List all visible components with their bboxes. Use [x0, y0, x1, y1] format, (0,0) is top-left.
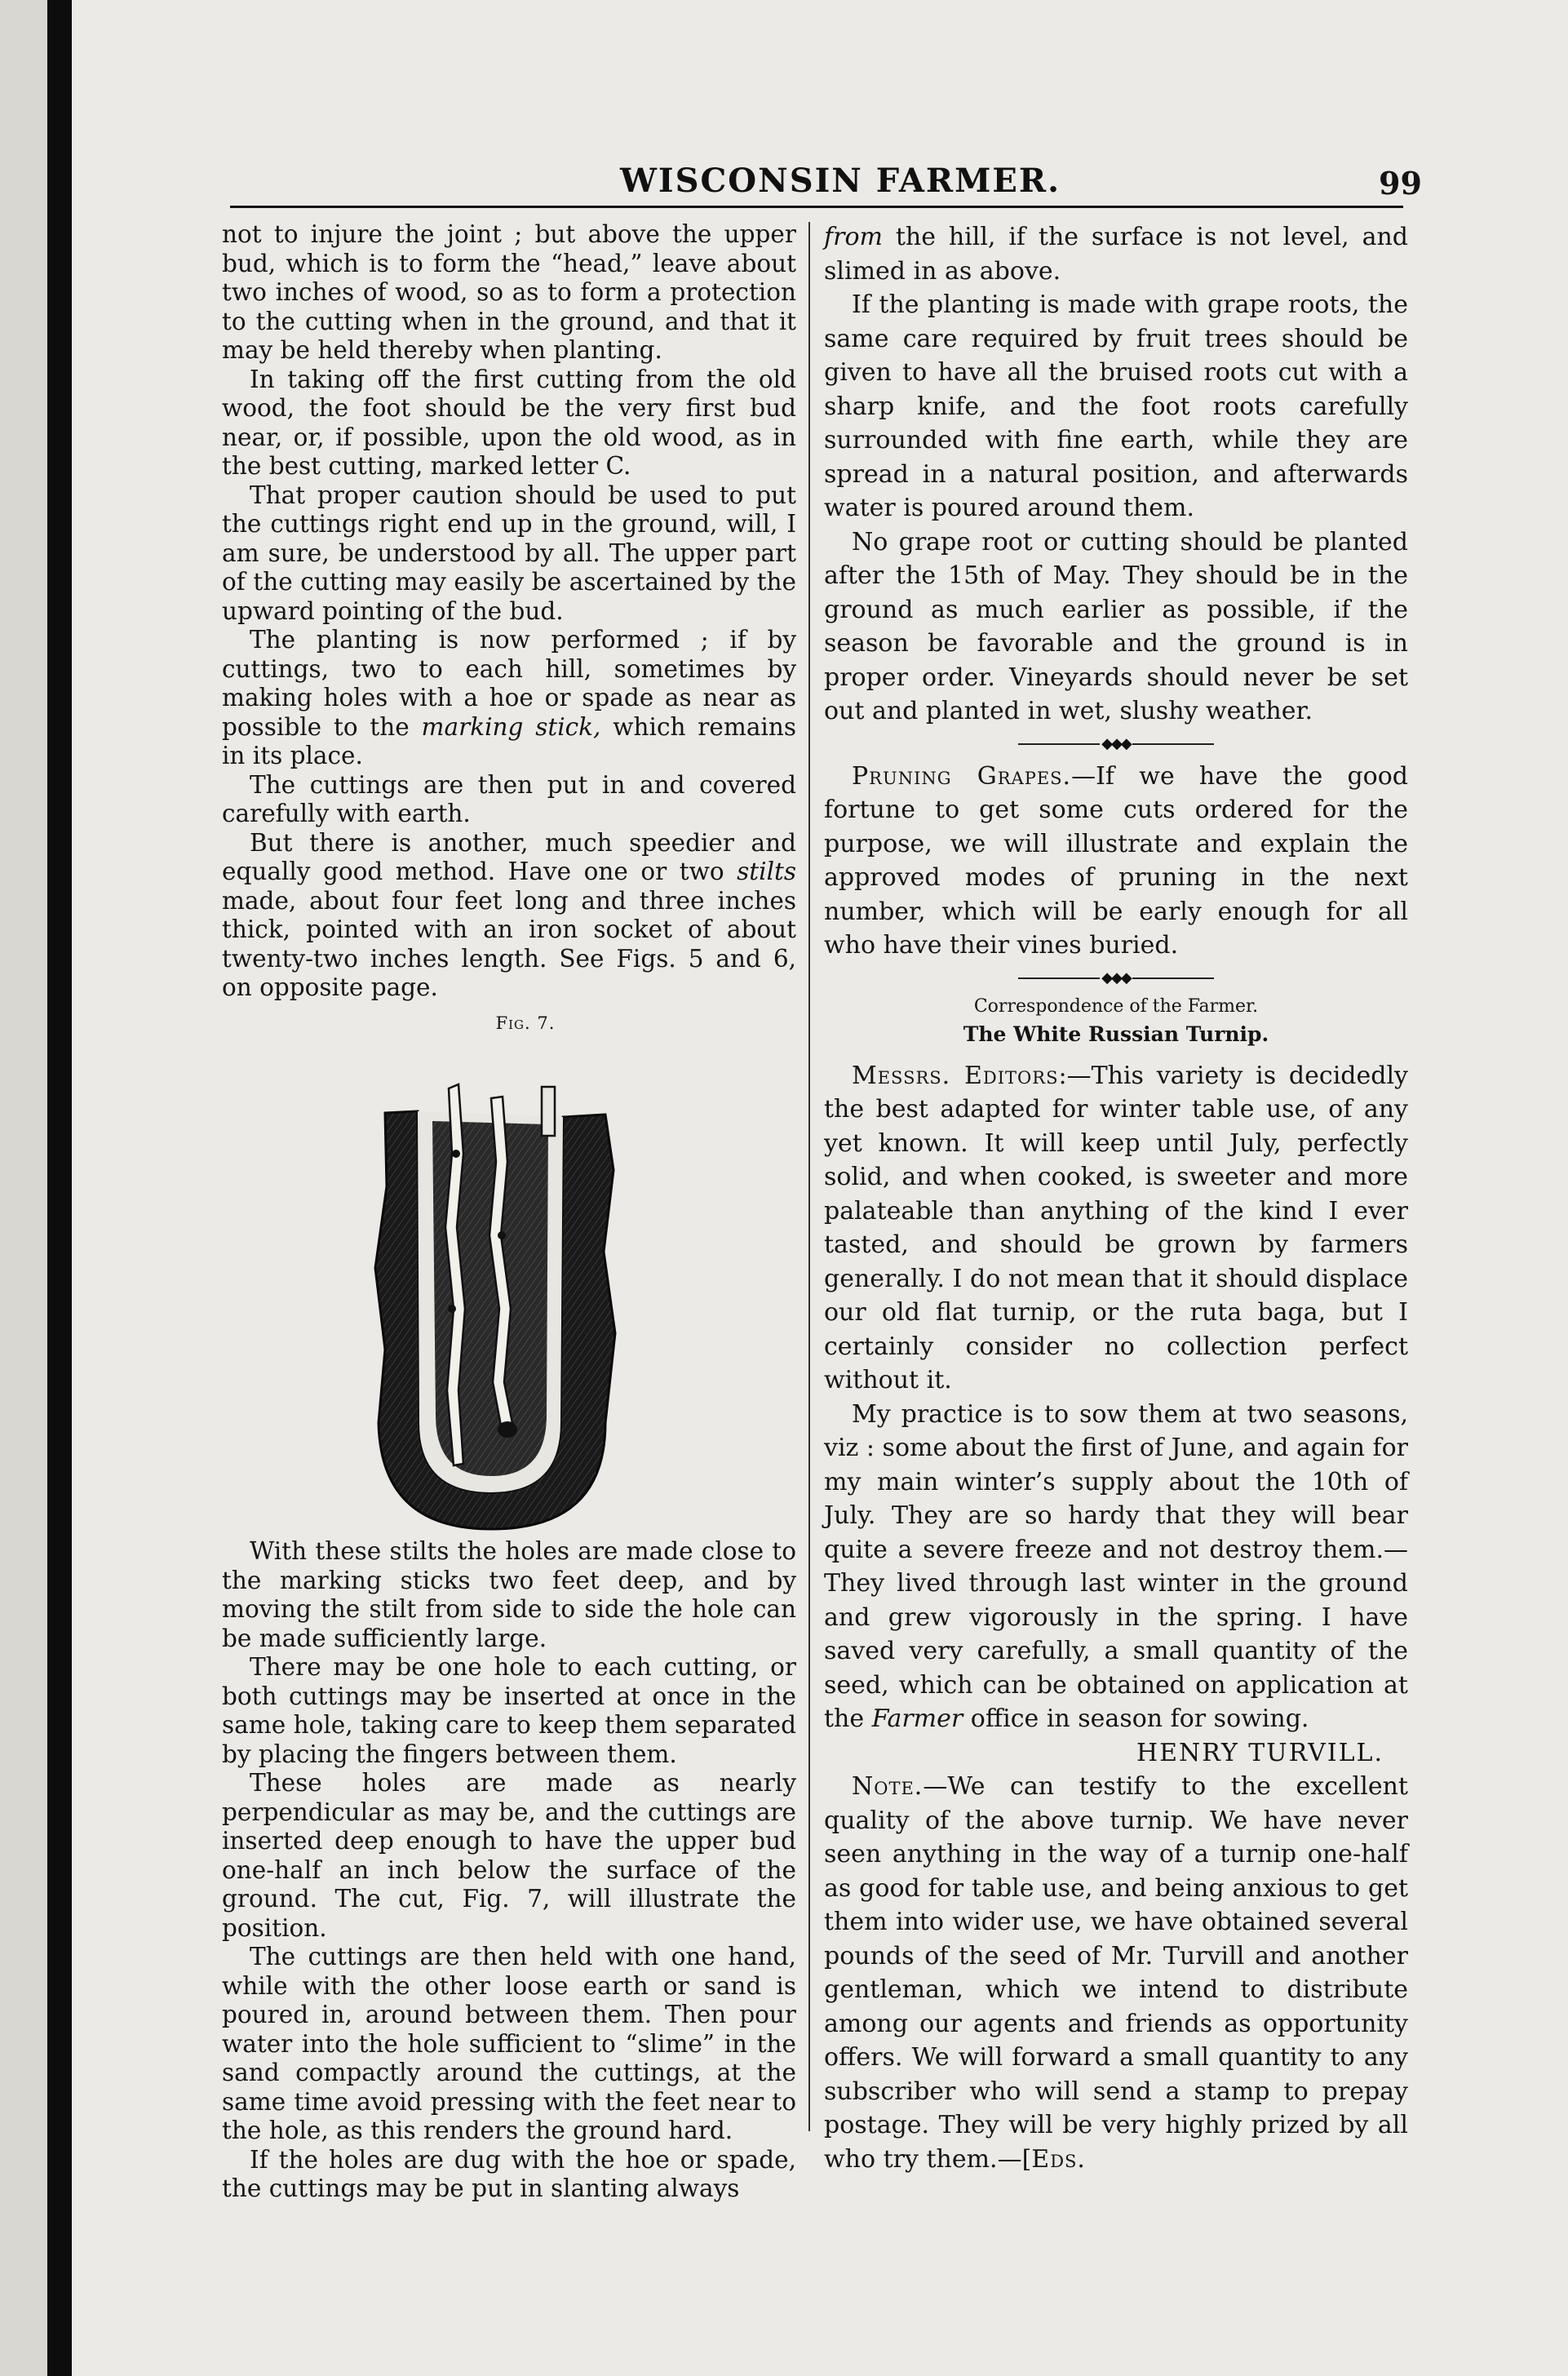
- column-divider: [808, 222, 810, 2131]
- paragraph: That proper caution should be used to put the cuttings right end up in the ground, will, I am sure, be understood by all. The upper part of the cutting may easily be ascertained by the upward pointing of the bud.: [222, 481, 796, 625]
- paragraph: No grape root or cutting should be planted after the 15th of May. They should be in the ground as much earlier as possible, if the season be favorable and the ground is in proper order. Vineyards should never be set out and planted in wet, slushy weather.: [824, 527, 1408, 725]
- paragraph: My practice is to sow them at two seasons, viz : some about the first of June, and again for my main winter’s supply about the 10th of July. They are so hardy that they will bear quite a severe freeze and not destroy them.—They lived through last winter in the ground and grew vigorously in the spring. I have saved very carefully, a small quantity of the seed, which can be obtained on application at the Farmer office in season for sowing.: [824, 1399, 1408, 1733]
- right-column: [824, 220, 1408, 2176]
- paragraph: The planting is now performed ; if by cuttings, two to each hill, sometimes by making holes with a hoe or spade as near as possible to the marking stick, which remains in its place.: [222, 626, 796, 769]
- page-number: 99: [1379, 165, 1422, 202]
- paragraph: Messrs. Editors:—This variety is decidedly the best adapted for winter table use, of any yet known. It will keep until July, perfectly solid, and when cooked, is sweeter and more palateable than anything of the kind I ever tasted, and should be grown by farmers generally. I do not mean that it should displace our old flat turnip, or the ruta baga, but I certainly consider no collection perfect without it.: [824, 1061, 1408, 1394]
- paragraph: In taking off the first cutting from the old wood, the foot should be the very first bud near, or, if possible, upon the old wood, as in the best cutting, marked letter C.: [222, 365, 796, 480]
- ornament-divider: ◆◆◆: [824, 963, 1408, 994]
- grape-cuttings-in-hole-icon: [222, 1040, 796, 1537]
- paragraph: If the planting is made with grape roots, the same care required by fruit trees should be given to have all the bruised roots cut with a sharp knife, and the foot roots carefully surrounded with fine earth, while they are spread in a natural position, and afterwards water is poured around them.: [824, 290, 1408, 522]
- ornament-divider: ◆◆◆: [824, 729, 1408, 760]
- signature: HENRY TURVILL.: [1136, 1738, 1384, 1767]
- paragraph: Note.—We can testify to the excellent quality of the above turnip. We have never seen anything in the way of a turnip one-half as good for table use, and being anxious to get them into wider use, we have obtained several pounds of the seed of Mr. Turvill and another gentleman, which we intend to distribute among our agents and friends as opportunity offers. We will forward a small quantity to any subscriber who will send a stamp to prepay postage. They will be very highly prized by all who try them.—[Eds.: [824, 1772, 1408, 2174]
- paragraph: These holes are made as nearly perpendicular as may be, and the cuttings are inserted deep enough to have the upper bud one-half an inch below the surface of the ground. The cut, Fig. 7, will illustrate the position.: [222, 1769, 796, 1942]
- paragraph: from the hill, if the surface is not level, and slimed in as above.: [824, 223, 1408, 286]
- figure-label: Fig. 7.: [495, 1013, 556, 1033]
- section-label: Correspondence of the Farmer.: [973, 995, 1259, 1017]
- page-margin: [0, 0, 49, 2376]
- paragraph: With these stilts the holes are made close to the marking sticks two feet deep, and by moving the stilt from side to side the hole can be made sufficiently large.: [222, 1537, 796, 1652]
- article-title: The White Russian Turnip.: [963, 1022, 1269, 1046]
- figure-7-illustration: [222, 1040, 796, 1537]
- binding-shadow: [47, 0, 72, 2376]
- running-title: WISCONSIN FARMER.: [619, 162, 1061, 200]
- paragraph: not to injure the joint ; but above the upper bud, which is to form the “head,” leave about two inches of wood, so as to form a protection to the cutting when in the ground, and that it may be held thereby when planting.: [222, 220, 796, 364]
- paragraph: The cuttings are then put in and covered carefully with earth.: [222, 770, 796, 827]
- paragraph: The cuttings are then held with one hand, while with the other loose earth or sand is poured in, around between them. Then pour water into the hole sufficient to “slime” in the sand compactly around the cuttings, at the same time avoid pressing with the feet near to the hole, as this renders the ground hard.: [222, 1943, 796, 2144]
- paragraph: If the holes are dug with the hoe or spade, the cuttings may be put in slanting always: [222, 2145, 796, 2202]
- header-rule: [230, 206, 1403, 208]
- left-column: [222, 220, 796, 2204]
- paragraph: There may be one hole to each cutting, or both cuttings may be inserted at once in the same hole, taking care to keep them separated by placing the fingers between them.: [222, 1653, 796, 1768]
- paragraph: Pruning Grapes.—If we have the good fortune to get some cuts ordered for the purpose, we will illustrate and explain the approved modes of pruning in the next number, which will be early enough for all who have their vines buried.: [824, 761, 1408, 960]
- paragraph: But there is another, much speedier and equally good method. Have one or two stilts made, about four feet long and three inches thick, pointed with an iron socket of about twenty-two inches length. See Figs. 5 and 6, on opposite page.: [222, 828, 796, 1001]
